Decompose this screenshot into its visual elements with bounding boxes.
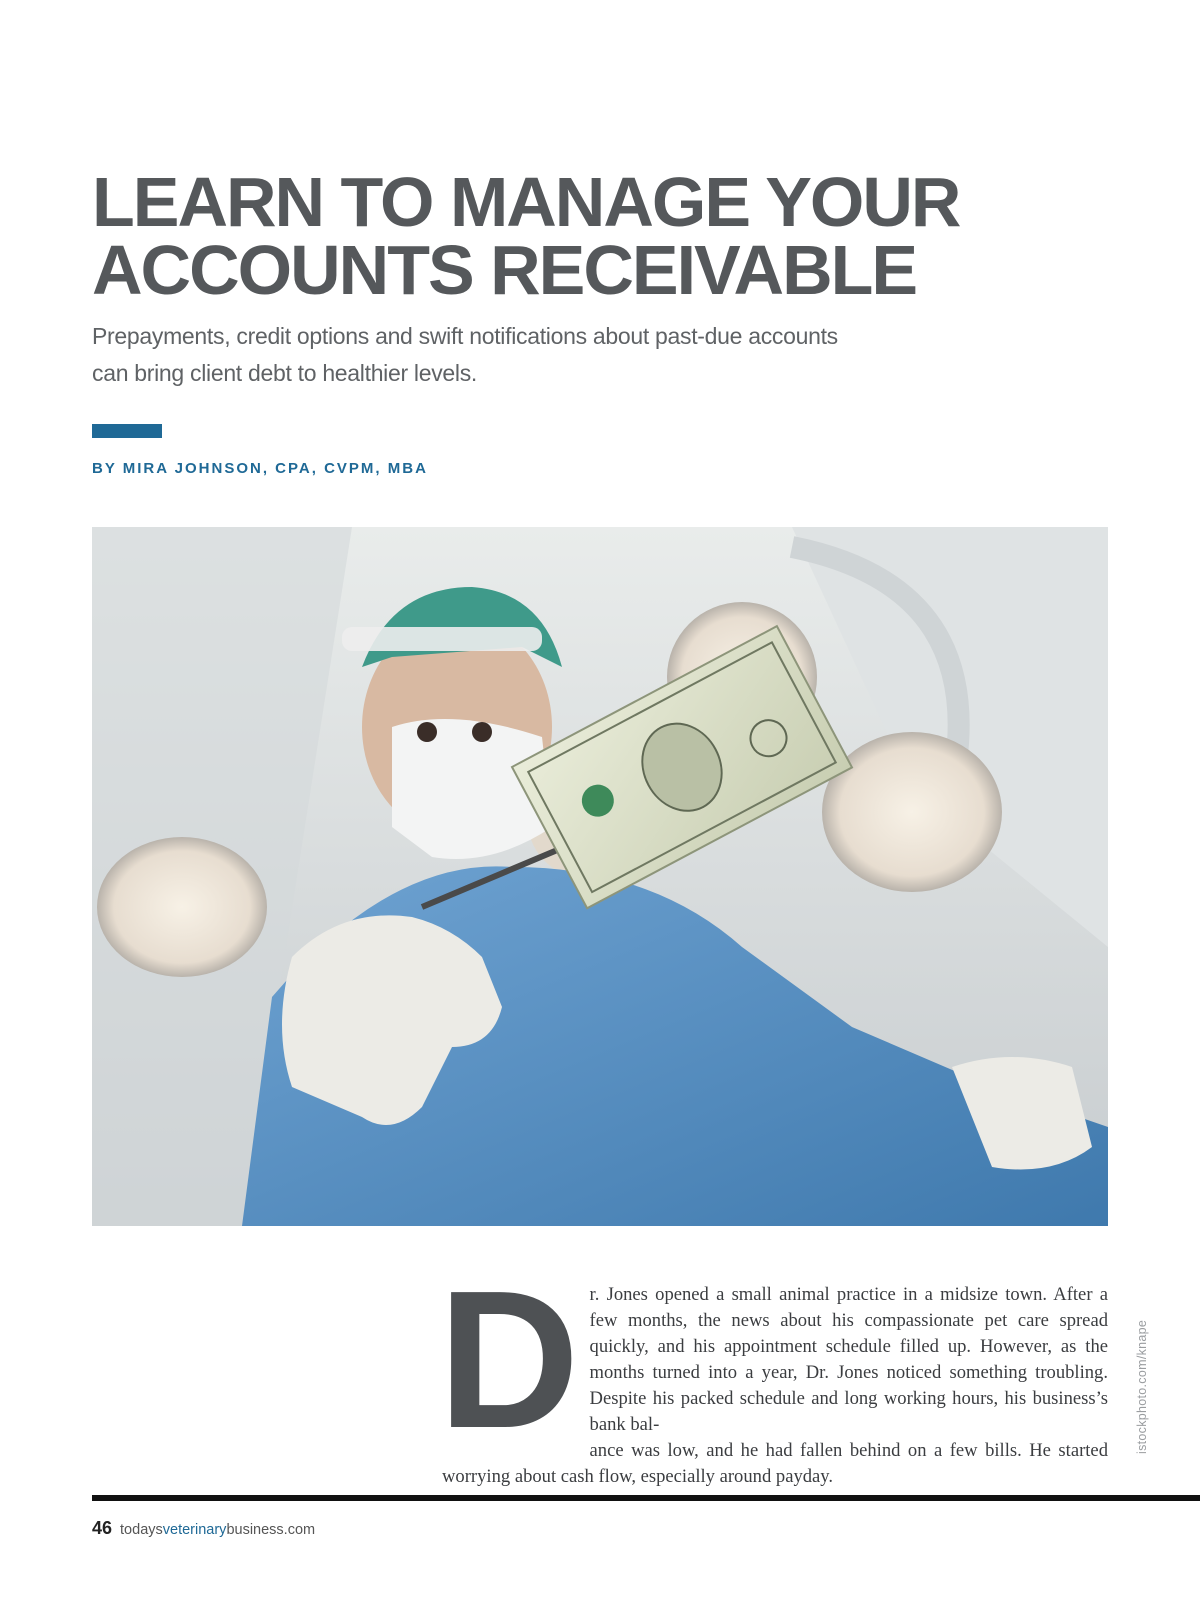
- site-name-c: business.com: [226, 1522, 316, 1538]
- body-text-part-1: r. Jones opened a small animal practice in a midsize town. After a few months, the news about his compassionate pet care spread quickly, and his appointment schedule filled up. However, as the months turned into a year, Dr. Jones noticed something troubling. Despite his packed schedule and long working hours, his business’s bank bal: [589, 1284, 1108, 1435]
- page-number: 46: [92, 1518, 113, 1538]
- title-line-2: ACCOUNTS RECEIVABLE: [92, 231, 917, 309]
- accent-bar: [92, 424, 162, 438]
- photo-credit: istockphoto.com/knape: [1135, 1319, 1149, 1454]
- hero-photo: [92, 527, 1108, 1226]
- drop-cap: D: [438, 1250, 580, 1469]
- subtitle-line-2: can bring client debt to healthier levels.: [92, 360, 478, 386]
- article-body: Dr. Jones opened a small animal practice in a midsize town. After a few months, the news about his compassionate pet care spread quickly, and his appointment schedule filled up. However, as the months turned into a year, Dr. Jones noticed something troubling. Despite his packed schedule and long working hours, his business’s bank bal- ance was low, and he had fallen behind on a few bills. He started worrying about cash flow, especially around payday.: [438, 1250, 1108, 1487]
- site-name-b: veterinary: [162, 1522, 227, 1538]
- article-title: [92, 163, 992, 309]
- title-line-1: LEARN TO MANAGE YOUR: [92, 163, 960, 241]
- site-name-a: todays: [120, 1522, 163, 1538]
- article-subtitle: [92, 318, 872, 392]
- surgeon-holding-dollar-photo: [92, 527, 1108, 1226]
- subtitle-line-1: Prepayments, credit options and swift notifications about past-due accounts: [92, 323, 838, 349]
- body-text-part-2: ance was low, and he had fallen behind on a few bills. He started worrying about cash flow, especially around payday.: [442, 1440, 1108, 1487]
- page-footer: [92, 1518, 315, 1539]
- byline: BY MIRA JOHNSON, CPA, CVPM, MBA: [92, 460, 428, 477]
- footer-rule: [92, 1495, 1200, 1501]
